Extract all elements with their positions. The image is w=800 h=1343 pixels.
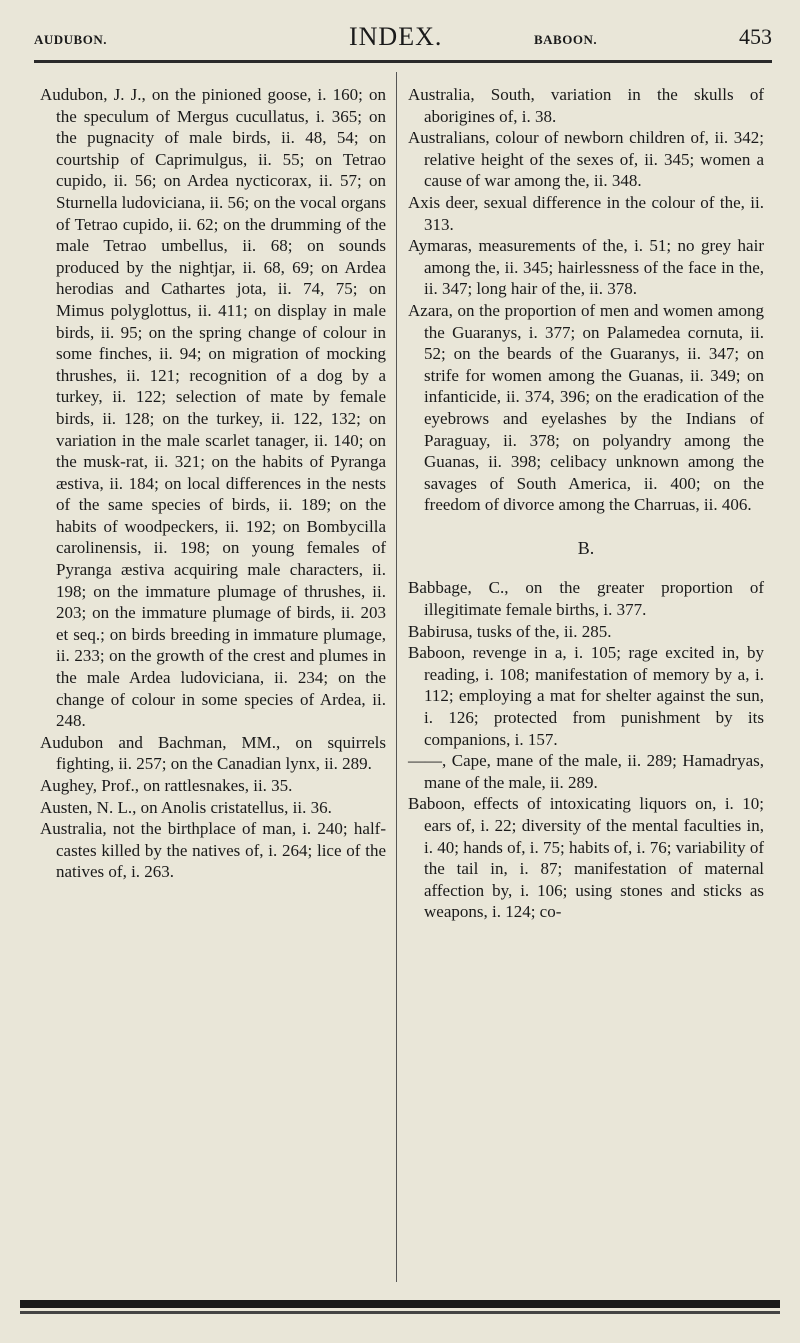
bottom-rule-thin: [20, 1311, 780, 1314]
right-column: [408, 84, 764, 923]
left-guide-word: AUDUBON.: [34, 32, 107, 47]
index-entry: Babbage, C., on the greater proportion of illegitimate female births, i. 377.: [408, 578, 764, 620]
index-entry: Australians, colour of newborn children of, ii. 342; relative height of the sexes of, ii. 345; women a cause of war among the, ii. 348.: [408, 128, 764, 191]
page-number: 453: [739, 24, 772, 49]
index-entry: Azara, on the proportion of men and women among the Guaranys, i. 377; on Palamedea cornuta, ii. 52; on the beards of the Guaranys, ii. 347; on strife for women among the Guanas, ii. 349; on infanticide, ii. 374, 396; on the eradication of the eyebrows and eyelashes by the Indians of Paraguay, ii. 378; on polyandry among the Guanas, ii. 398; celibacy unknown among the savages of South America, ii. 400; on the freedom of divorce among the Charruas, ii. 406.: [408, 300, 764, 515]
page-title: INDEX.: [349, 22, 443, 51]
bottom-rule: [20, 1300, 780, 1308]
column-divider: [396, 72, 397, 1282]
index-entry: Baboon, effects of intoxicating liquors on, i. 10; ears of, i. 22; diversity of the mental faculties in, i. 40; hands of, i. 75; habits of, i. 76; variability of the tail in, i. 87; manifestation of maternal affection by, i. 106; using stones and sticks as weapons, i. 124; co-: [408, 794, 764, 922]
index-entry: Aughey, Prof., on rattlesnakes, ii. 35.: [40, 776, 293, 795]
index-entry: Audubon, J. J., on the pinioned goose, i. 160; on the speculum of Mergus cucullatus, i. 365; on the pugnacity of male birds, ii. 48, 54; on courtship of Caprimulgus, ii. 55; on Tetrao cupido, ii. 56; on Ardea nycticorax, ii. 57; on Sturnella ludoviciana, ii. 56; on the vocal organs of Tetrao cupido, ii. 62; on the drumming of the male Tetrao umbellus, ii. 68; on sounds produced by the nightjar, ii. 68, 69; on Ardea herodias and Cathartes jota, ii. 74, 75; on Mimus polyglottus, ii. 411; on display in male birds, ii. 95; on the spring change of colour in some finches, ii. 94; on migration of mocking thrushes, ii. 121; recognition of a dog by a turkey, ii. 122; selection of mate by female birds, ii. 128; on the turkey, ii. 122, 132; on variation in the male scarlet tanager, ii. 140; on the musk-rat, ii. 321; on the habits of Pyranga æstiva, ii. 184; on local differences in the nests of the same species of birds, ii. 189; on the habits of woodpeckers, ii. 192; on Bombycilla carolinensis, ii. 198; on young females of Pyranga æstiva acquiring male characters, ii. 198; on the immature plumage of thrushes, ii. 203; on the immature plumage of birds, ii. 203 et seq.; on birds breeding in immature plumage, ii. 233; on the growth of the crest and plumes in the male Ardea ludoviciana, ii. 234; on the change of colour in some species of Ardea, ii. 248.: [40, 85, 386, 731]
index-entry: Aymaras, measurements of the, i. 51; no grey hair among the, ii. 345; hairlessness of the face in the, ii. 347; long hair of the, ii. 378.: [408, 236, 764, 299]
index-entry: ——, Cape, mane of the male, ii. 289; Hamadryas, mane of the male, ii. 289.: [408, 751, 764, 792]
index-entry: Audubon and Bachman, MM., on squirrels fighting, ii. 257; on the Canadian lynx, ii. 289.: [40, 732, 386, 774]
section-letter: B.: [577, 537, 595, 558]
index-entry: Australia, not the birthplace of man, i. 240; half-castes killed by the natives of, i. 264; lice of the natives of, i. 263.: [40, 819, 386, 882]
index-entry: Axis deer, sexual difference in the colour of the, ii. 313.: [408, 192, 764, 234]
header-rule: [34, 60, 772, 63]
running-header: [34, 22, 772, 82]
right-guide-word: BABOON.: [534, 32, 598, 47]
index-entry: Babirusa, tusks of the, ii. 285.: [408, 621, 612, 641]
left-column: [40, 84, 386, 883]
index-entry: Baboon, revenge in a, i. 105; rage excited in, by reading, i. 108; manifestation of memory by a, i. 112; employing a mat for shelter against the sun, i. 126; protected from punishment by its companions, i. 157.: [408, 643, 764, 749]
index-entry: Australia, South, variation in the skulls of aborigines of, i. 38.: [408, 85, 764, 126]
index-entry: Austen, N. L., on Anolis cristatellus, ii. 36.: [40, 797, 332, 817]
